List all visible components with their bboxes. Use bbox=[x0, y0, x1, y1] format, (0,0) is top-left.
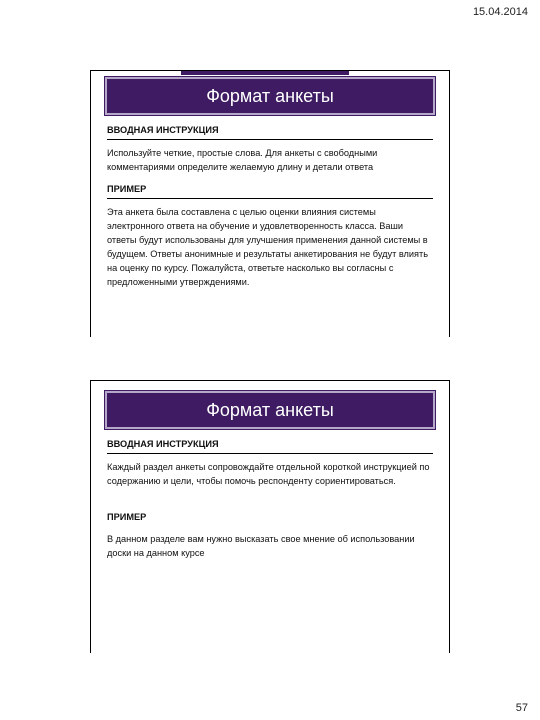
page-number: 57 bbox=[515, 702, 528, 714]
section-text-example: Эта анкета была составлена с целью оценки влияния системы электронного ответа на обучение и удовлетворенность класса. Ваши ответы будут использованы для улучшения применения данной системы в будущем. Ответы анонимные и результаты анкетирования не будут влиять на оценку по курсу. Пожалуйста, ответьте насколько вы согласны с предложенными утверждениями. bbox=[107, 207, 428, 287]
slide-title: Формат анкеты bbox=[206, 399, 334, 420]
slide-title: Формат анкеты bbox=[206, 85, 334, 106]
section-text-example: В данном разделе вам нужно высказать свое мнение об использовании доски на данном курсе bbox=[107, 534, 415, 558]
title-tab-decoration bbox=[181, 71, 349, 75]
section-heading-intro: ВВОДНАЯ ИНСТРУКЦИЯ bbox=[107, 123, 433, 140]
section-heading-example: ПРИМЕР bbox=[107, 512, 147, 522]
section-text-intro: Каждый раздел анкеты сопровождайте отдельной короткой инструкцией по содержанию и цели, чтобы помочь респонденту сориентироваться. bbox=[107, 462, 430, 486]
section-heading-intro: ВВОДНАЯ ИНСТРУКЦИЯ bbox=[107, 437, 433, 454]
slide-title-band bbox=[105, 77, 435, 115]
slide-title-band bbox=[105, 391, 435, 429]
slide-body bbox=[91, 115, 449, 289]
section-heading-example: ПРИМЕР bbox=[107, 182, 433, 199]
header-date: 15.04.2014 bbox=[472, 6, 528, 18]
slide-1 bbox=[90, 70, 450, 337]
section-text-intro: Используйте четкие, простые слова. Для анкеты с свободными комментариями определите желаемую длину и детали ответа bbox=[107, 148, 378, 172]
slide-2 bbox=[90, 380, 450, 653]
slide-body bbox=[91, 429, 449, 560]
